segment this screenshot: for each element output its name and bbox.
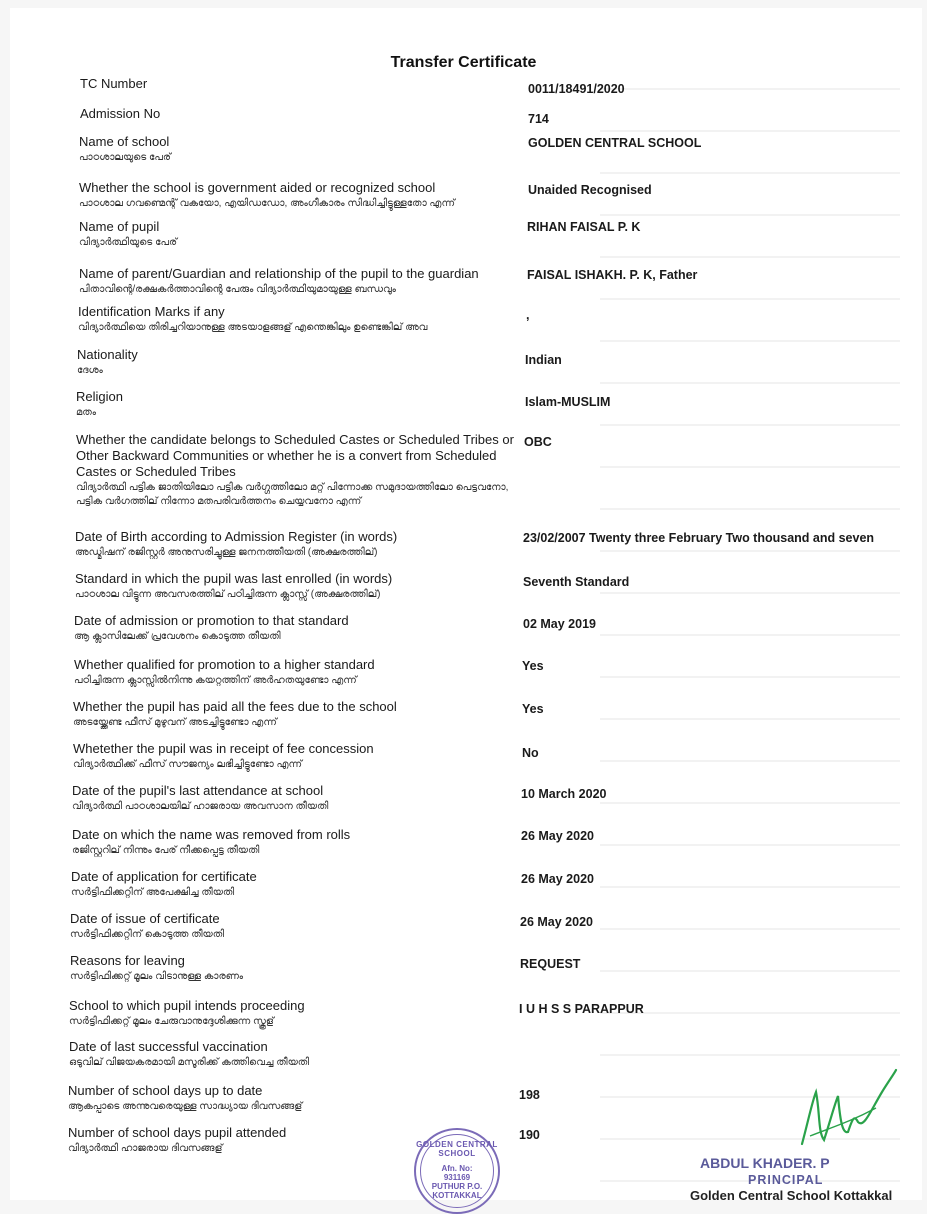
- field-label-malayalam: വിദ്യാർത്ഥിക്ക് ഫീസ് സൗജന്യം ലഭിച്ചിട്ടുണ്ടോ എന്ന്: [73, 759, 303, 770]
- field-value: No: [522, 746, 539, 760]
- field-label: [78, 304, 518, 335]
- field-label-malayalam: അഡ്മിഷന് രജിസ്റ്റർ അനുസരിച്ചുള്ള ജനനത്തീയതി (അക്ഷരത്തില്): [75, 547, 378, 558]
- field-value: 26 May 2020: [520, 915, 593, 929]
- field-label: [71, 869, 511, 900]
- field-label-english: Religion: [76, 389, 123, 404]
- field-label: [69, 1039, 509, 1070]
- field-value: OBC: [524, 435, 552, 449]
- field-value: 190: [519, 1128, 540, 1142]
- field-label-malayalam: വിദ്യാർത്ഥിയെ തിരിച്ചറിയാനുള്ള അടയാളങ്ങള് എന്തെങ്കിലും ഉണ്ടെങ്കില് അവ: [78, 322, 428, 333]
- field-label-english: Date of the pupil's last attendance at school: [72, 783, 324, 798]
- field-label-english: Whether qualified for promotion to a higher standard: [74, 657, 375, 672]
- field-label-malayalam: രജിസ്റ്ററില് നിന്നും പേര് നീക്കപ്പെട്ട തീയതി: [72, 845, 260, 856]
- field-label-english: Date of application for certificate: [71, 869, 257, 884]
- field-label-english: Date of last successful vaccination: [69, 1039, 268, 1054]
- field-label-malayalam: പിതാവിന്റെ/രക്ഷകർത്താവിന്റെ പേരും വിദ്യാർത്ഥിയുമായുള്ള ബന്ധവും: [79, 284, 396, 295]
- field-label: [80, 76, 520, 92]
- field-value: Indian: [525, 353, 562, 367]
- field-label-malayalam: സർട്ടിഫിക്കറ്റിന് കൊടുത്ത തീയതി: [70, 929, 225, 940]
- seal-details: [416, 1164, 498, 1200]
- field-value: Unaided Recognised: [528, 183, 652, 197]
- field-value: 26 May 2020: [521, 829, 594, 843]
- field-value: 0011/18491/2020: [528, 82, 625, 96]
- field-label: [79, 134, 519, 165]
- field-value: 10 March 2020: [521, 787, 607, 801]
- field-label: [79, 180, 519, 211]
- field-label-english: Identification Marks if any: [78, 304, 225, 319]
- principal-title: PRINCIPAL: [748, 1173, 824, 1187]
- field-label-english: Date of admission or promotion to that standard: [74, 613, 349, 628]
- field-label-english: Whether the school is government aided or recognized school: [79, 180, 436, 195]
- field-label: [72, 827, 512, 858]
- field-label: [69, 998, 509, 1029]
- field-label-english: Reasons for leaving: [70, 953, 185, 968]
- seal-afn-label: Afn. No:: [441, 1164, 473, 1173]
- field-label-english: TC Number: [80, 76, 148, 91]
- seal-post-office: PUTHUR P.O.: [431, 1182, 483, 1191]
- field-label: [75, 529, 515, 560]
- field-label: [76, 389, 516, 420]
- field-label-english: Number of school days up to date: [68, 1083, 263, 1098]
- field-label: [79, 219, 519, 250]
- principal-name: ABDUL KHADER. P: [700, 1155, 830, 1171]
- field-label: [72, 783, 512, 814]
- field-label-english: Standard in which the pupil was last enrolled (in words): [75, 571, 393, 586]
- field-label-malayalam: സർട്ടിഫിക്കറ്റ് മൂലം വിടാനുള്ള കാരണം: [70, 971, 244, 982]
- field-label-malayalam: സർട്ടിഫിക്കറ്റിന് അപേക്ഷിച്ച തീയതി: [71, 887, 235, 898]
- seal-afn-number: 931169: [443, 1173, 471, 1182]
- field-label: [77, 347, 517, 378]
- field-label-malayalam: വിദ്യാർത്ഥിയുടെ പേര്: [79, 237, 178, 248]
- field-label-english: Name of school: [79, 134, 170, 149]
- field-value: REQUEST: [520, 957, 581, 971]
- field-value: Islam-MUSLIM: [525, 395, 611, 409]
- field-label-malayalam: വിദ്യാർത്ഥി പട്ടിക ജാതിയിലോ പട്ടിക വർഗ്ഗത്തിലോ മറ്റ് പിന്നോക്ക സമുദായത്തിലോ പെട്ടവനോ, പട്ടിക വർഗത്തില് നിന്നോ മതപരിവർത്തനം ചെയ്യവനോ എന്ന്: [76, 482, 509, 507]
- field-label: [73, 699, 513, 730]
- school-seal: [414, 1128, 500, 1214]
- field-label-english: Whetether the pupil was in receipt of fee concession: [73, 741, 374, 756]
- field-label-malayalam: വിദ്യാർത്ഥി ഹാജരായ ദിവസങ്ങള്: [68, 1143, 223, 1154]
- field-label: [73, 741, 513, 772]
- field-label: [80, 106, 520, 122]
- field-label: [74, 613, 514, 644]
- field-value: 714: [528, 112, 549, 126]
- field-label-malayalam: മതം: [76, 407, 97, 418]
- principal-signature: [790, 1062, 900, 1152]
- field-value: Yes: [522, 702, 544, 716]
- field-label: [76, 432, 516, 509]
- field-label-malayalam: പാഠശാല ഗവണ്മെന്റ് വകയോ, എയിഡഡോ, അംഗീകാരം സിദ്ധിച്ചിട്ടുള്ളതോ എന്ന്: [79, 198, 455, 209]
- field-value: FAISAL ISHAKH. P. K, Father: [527, 268, 698, 282]
- seal-town: KOTTAKKAL: [432, 1191, 482, 1200]
- field-label-malayalam: വിദ്യാർത്ഥി പാഠശാലയില് ഹാജരായ അവസാന തീയതി: [72, 801, 329, 812]
- principal-school: Golden Central School Kottakkal: [690, 1188, 893, 1203]
- show-through-texture: [600, 72, 900, 1182]
- field-value: 26 May 2020: [521, 872, 594, 886]
- field-label-malayalam: സർട്ടിഫിക്കറ്റ് മൂലം ചേരുവാനുദ്ദേശിക്കുന്ന സ്കൂള്: [69, 1016, 274, 1027]
- field-label-malayalam: ആ ക്ലാസിലേക്ക് പ്രവേശനം കൊടുത്ത തീയതി: [74, 631, 281, 642]
- field-label-english: Date of Birth according to Admission Register (in words): [75, 529, 398, 544]
- field-label-english: Name of pupil: [79, 219, 160, 234]
- field-label-malayalam: അടയ്ക്കേണ്ട ഫീസ് മുഴുവന് അടച്ചിട്ടുണ്ടോ എന്ന്: [73, 717, 277, 728]
- field-label-malayalam: പാഠശാലയുടെ പേര്: [79, 152, 171, 163]
- field-value: 198: [519, 1088, 540, 1102]
- field-label-english: Date of issue of certificate: [70, 911, 220, 926]
- field-label: [74, 657, 514, 688]
- field-label: [70, 953, 510, 984]
- field-value: 23/02/2007 Twenty three February Two thousand and seven: [523, 531, 875, 545]
- field-value: Yes: [522, 659, 544, 673]
- field-label-malayalam: ആകപ്പാടെ അന്നുവരെയുള്ള സാദ്ധ്യായ ദിവസങ്ങള്: [68, 1101, 303, 1112]
- seal-school-name: GOLDEN CENTRAL SCHOOL: [416, 1140, 498, 1158]
- field-label-malayalam: പഠിച്ചിരുന്ന ക്ലാസ്സിൽനിന്നു കയറ്റത്തിന് അർഹതയുണ്ടോ എന്ന്: [74, 675, 357, 686]
- field-value: ,: [526, 308, 530, 322]
- field-label-english: Number of school days pupil attended: [68, 1125, 287, 1140]
- field-value: I U H S S PARAPPUR: [519, 1002, 644, 1016]
- field-label-malayalam: പാഠശാല വിട്ടുന്ന അവസരത്തില് പഠിച്ചിരുന്ന ക്ലാസ്സ് (അക്ഷരത്തില്): [75, 589, 381, 600]
- field-label: [70, 911, 510, 942]
- field-label-english: Whether the pupil has paid all the fees due to the school: [73, 699, 397, 714]
- field-label: [79, 266, 519, 297]
- field-label-malayalam: ദേശം: [77, 365, 103, 376]
- field-value: Seventh Standard: [523, 575, 630, 589]
- field-label-malayalam: ഒടുവില് വിജയകരമായി മസൂരിക്ക് കത്തിവെച്ച തീയതി: [69, 1057, 310, 1068]
- field-value: GOLDEN CENTRAL SCHOOL: [528, 136, 702, 150]
- field-label-english: School to which pupil intends proceeding: [69, 998, 305, 1013]
- field-label-english: Date on which the name was removed from rolls: [72, 827, 351, 842]
- field-label: [68, 1083, 508, 1114]
- document-title: Transfer Certificate: [390, 54, 537, 71]
- field-value: RIHAN FAISAL P. K: [527, 220, 641, 234]
- field-label: [75, 571, 515, 602]
- field-label-english: Admission No: [80, 106, 161, 121]
- field-label-english: Nationality: [77, 347, 138, 362]
- field-label-english: Name of parent/Guardian and relationship of the pupil to the guardian: [79, 266, 479, 281]
- field-label-english: Whether the candidate belongs to Scheduled Castes or Scheduled Tribes or Other Backward Communities or whether he is a convert from Scheduled Castes or Scheduled Tribes: [76, 432, 514, 479]
- field-value: 02 May 2019: [523, 617, 596, 631]
